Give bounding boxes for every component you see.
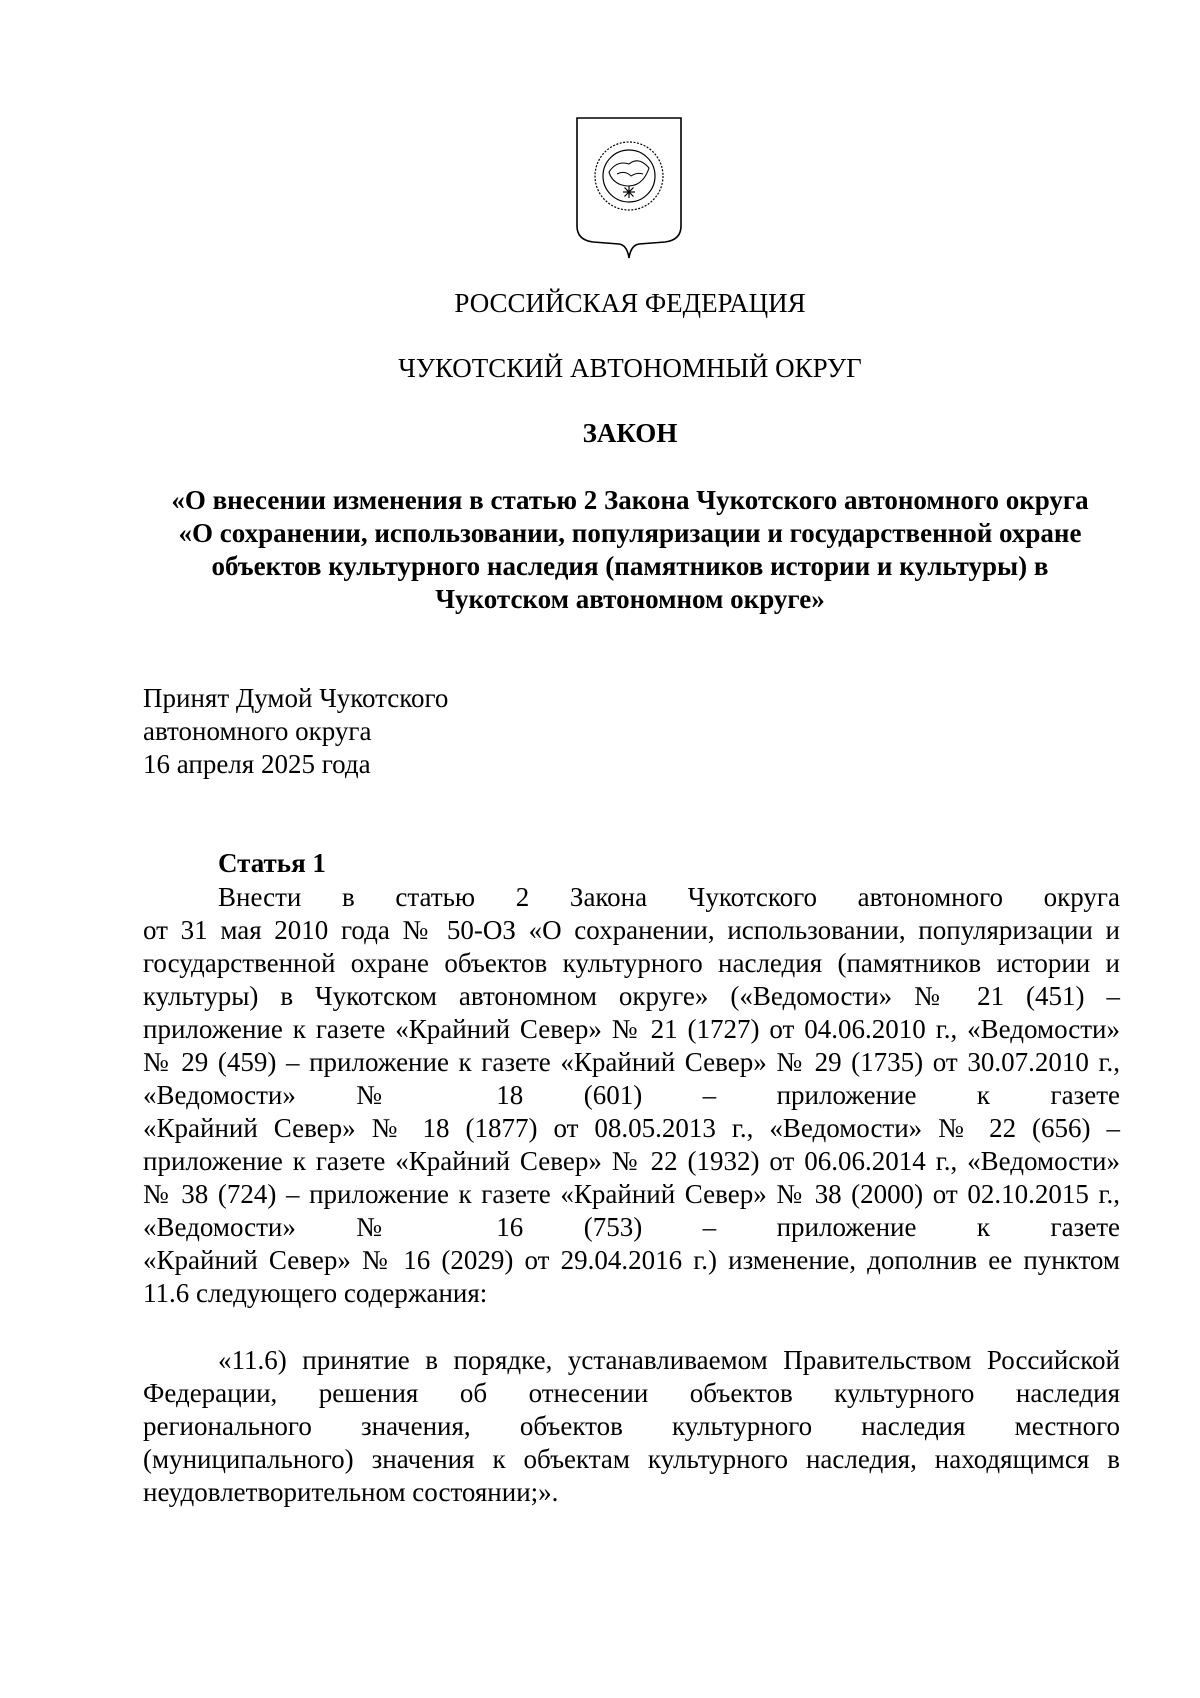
adoption-note (143, 682, 448, 781)
paragraph-line: неудовлетворительном состоянии;». (143, 1477, 559, 1507)
paragraph-line: № 29 (459) – приложение к газете «Крайний Север» № 29 (1735) от 30.07.2010 г., (143, 1047, 1120, 1077)
article-heading: Статья 1 (218, 848, 326, 878)
adoption-line: Принят Думой Чукотского (143, 683, 449, 713)
document-type-heading: ЗАКОН (582, 418, 678, 448)
paragraph-line: «Ведомости» № 18 (601) – приложение к газете (143, 1080, 1120, 1110)
law-title (140, 484, 1120, 616)
coat-of-arms-icon (573, 114, 685, 264)
paragraph-line: Федерации, решения об отнесении объектов культурного наследия (143, 1378, 1120, 1408)
paragraph-line: от 31 мая 2010 года № 50-ОЗ «О сохранении, использовании, популяризации и (143, 915, 1120, 945)
paragraph-line: (муниципального) значения к объектам культурного наследия, находящимся в (143, 1444, 1120, 1474)
country-heading: РОССИЙСКАЯ ФЕДЕРАЦИЯ (454, 288, 806, 318)
article-paragraph-2 (143, 1344, 1120, 1509)
article-paragraph-1 (143, 881, 1120, 1310)
paragraph-line: культуры) в Чукотском автономном округе» («Ведомости» № 21 (451) – (143, 981, 1120, 1011)
region-heading: ЧУКОТСКИЙ АВТОНОМНЫЙ ОКРУГ (398, 353, 862, 383)
paragraph-line: приложение к газете «Крайний Север» № 21 (1727) от 04.06.2010 г., «Ведомости» (143, 1014, 1120, 1044)
law-title-line: Чукотском автономном округе» (435, 584, 825, 614)
paragraph-line: «11.6) принятие в порядке, устанавливаемом Правительством Российской (218, 1345, 1120, 1375)
paragraph-line: № 38 (724) – приложение к газете «Крайний Север» № 38 (2000) от 02.10.2015 г., (143, 1179, 1120, 1209)
paragraph-line: регионального значения, объектов культурного наследия местного (143, 1411, 1120, 1441)
adoption-date: 16 апреля 2025 года (143, 749, 371, 779)
paragraph-line: Внести в статью 2 Закона Чукотского автономного округа (218, 882, 1120, 912)
law-title-line: «О сохранении, использовании, популяризации и государственной охране (178, 518, 1082, 548)
paragraph-line: приложение к газете «Крайний Север» № 22 (1932) от 06.06.2014 г., «Ведомости» (143, 1146, 1120, 1176)
paragraph-line: «Ведомости» № 16 (753) – приложение к газете (143, 1212, 1120, 1242)
adoption-line: автономного округа (143, 716, 372, 746)
paragraph-line: «Крайний Север» № 16 (2029) от 29.04.2016 г.) изменение, дополнив ее пунктом (143, 1245, 1120, 1275)
law-title-line: объектов культурного наследия (памятников истории и культуры) в (211, 551, 1049, 581)
paragraph-line: «Крайний Север» № 18 (1877) от 08.05.2013 г., «Ведомости» № 22 (656) – (143, 1113, 1120, 1143)
paragraph-line: 11.6 следующего содержания: (143, 1278, 488, 1308)
paragraph-line: государственной охране объектов культурного наследия (памятников истории и (143, 948, 1120, 978)
law-title-line: «О внесении изменения в статью 2 Закона Чукотского автономного округа (171, 485, 1089, 515)
